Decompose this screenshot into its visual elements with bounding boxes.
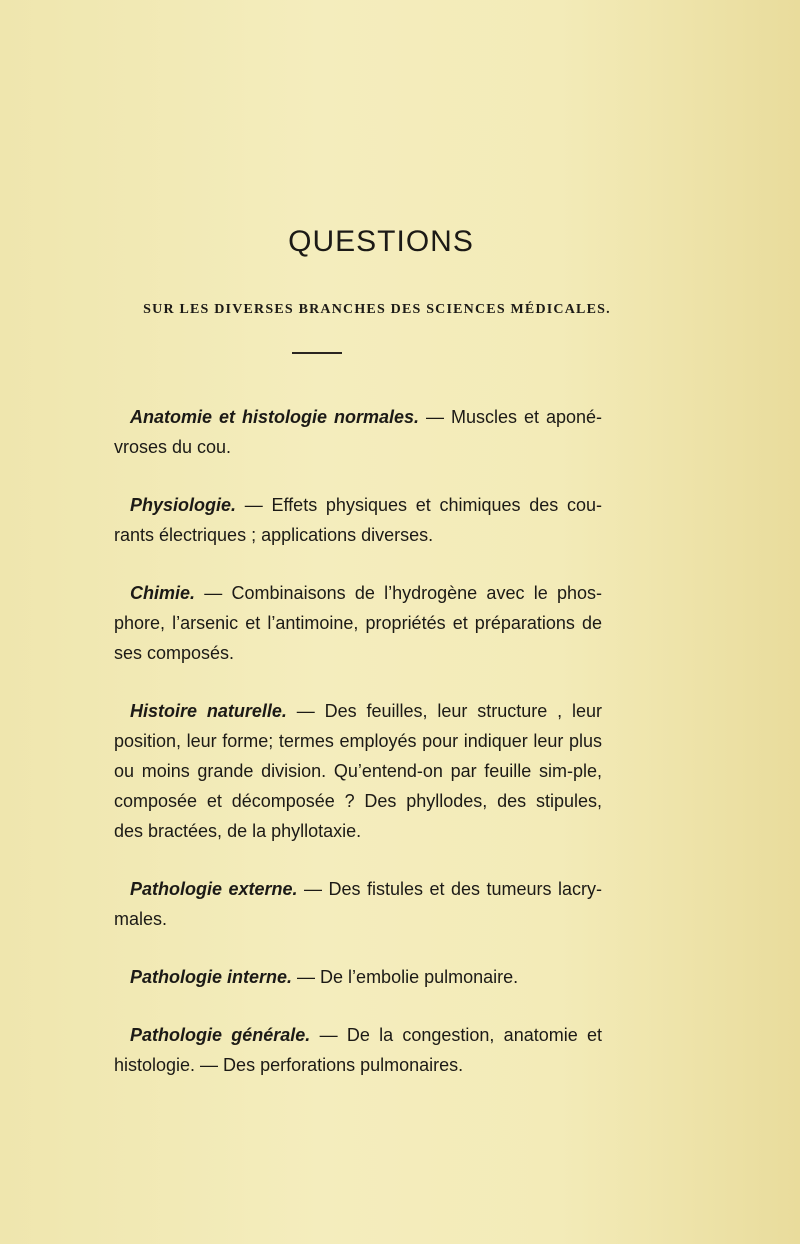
question-text: — Effets physiques et chimiques des cou-rants électriques ; applications diverses. — [114, 495, 602, 545]
question-histoire-naturelle — [114, 696, 602, 846]
page-title: QUESTIONS — [288, 225, 474, 258]
question-text: — De la congestion, anatomie et histologie. — Des perforations pulmonaires. — [114, 1025, 602, 1075]
question-physiologie — [114, 490, 602, 550]
question-pathologie-interne — [114, 962, 602, 992]
question-subject: Physiologie. — [130, 495, 237, 515]
question-subject: Pathologie externe. — [130, 879, 298, 899]
question-pathologie-generale — [114, 1020, 602, 1080]
question-subject: Anatomie et histologie normales. — [130, 407, 419, 427]
separator-rule — [292, 352, 342, 354]
question-subject: Pathologie interne. — [130, 967, 293, 987]
question-subject: Pathologie générale. — [130, 1025, 311, 1045]
question-text: — Combinaisons de l’hydrogène avec le phos-phore, l’arsenic et l’antimoine, propriétés et préparations de ses composés. — [114, 583, 602, 663]
question-pathologie-externe — [114, 874, 602, 934]
question-text: — Muscles et aponé-vroses du cou. — [114, 407, 602, 457]
question-subject: Histoire naturelle. — [130, 701, 287, 721]
question-subject: Chimie. — [130, 583, 196, 603]
question-text: — Des fistules et des tumeurs lacry-males. — [114, 879, 602, 929]
question-anatomie — [114, 402, 602, 462]
question-chimie — [114, 578, 602, 668]
question-text: — De l’embolie pulmonaire. — [297, 967, 519, 987]
question-text: — Des feuilles, leur structure , leur position, leur forme; termes employés pour indiquer leur plus ou moins grande division. Qu’entend-on par feuille sim-ple, composée et décomposée ? Des phyllodes, des stipules, des bractées, de la phyllotaxie. — [114, 701, 602, 841]
page-subtitle: SUR LES DIVERSES BRANCHES DES SCIENCES MÉDICALES. — [143, 302, 611, 317]
questions-list — [114, 402, 602, 1108]
